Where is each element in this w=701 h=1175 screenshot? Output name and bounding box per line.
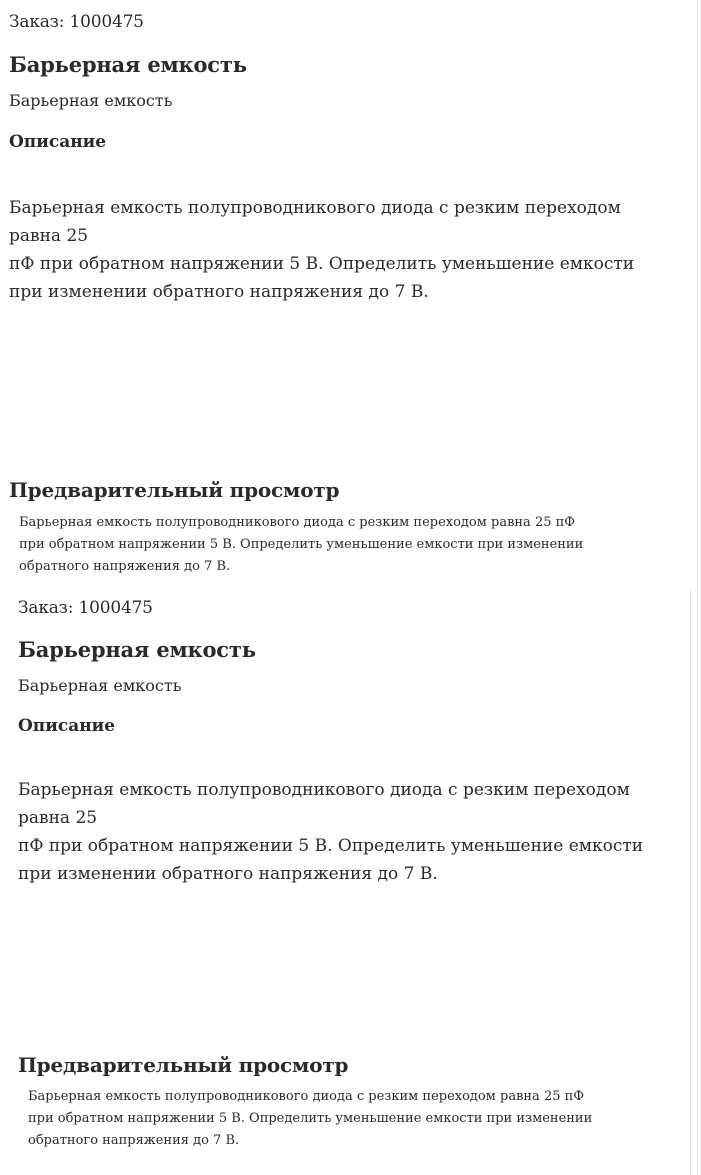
description-line: при изменении обратного напряжения до 7 В.: [18, 864, 438, 884]
description-line: при изменении обратного напряжения до 7 В.: [9, 282, 429, 302]
order-title: Барьерная емкость: [18, 637, 256, 662]
preview-text: [28, 1086, 592, 1152]
preview-line: при обратном напряжении 5 В. Определить уменьшение емкости при изменении: [28, 1111, 593, 1126]
preview-line: обратного напряжения до 7 В.: [28, 1133, 240, 1148]
description-line: Барьерная емкость полупроводникового диода с резким переходом: [18, 780, 630, 800]
description-line: Барьерная емкость полупроводникового диода с резким переходом: [9, 198, 621, 218]
preview-heading: Предварительный просмотр: [9, 478, 340, 502]
order-subtitle: Барьерная емкость: [9, 91, 173, 110]
description-line: пФ при обратном напряжении 5 В. Определить уменьшение емкости: [18, 836, 644, 856]
order-number: Заказ: 1000475: [18, 598, 153, 618]
preview-text: [19, 512, 583, 578]
preview-frame: [18, 590, 691, 1175]
order-number: Заказ: 1000475: [9, 12, 144, 32]
preview-line: обратного напряжения до 7 В.: [19, 559, 231, 574]
preview-line: Барьерная емкость полупроводникового диода с резким переходом равна 25 пФ: [28, 1089, 585, 1104]
description-heading: Описание: [18, 716, 116, 736]
description-text: [18, 776, 688, 888]
preview-line: Барьерная емкость полупроводникового диода с резким переходом равна 25 пФ: [19, 515, 576, 530]
order-title: Барьерная емкость: [9, 52, 247, 77]
description-text: [9, 194, 689, 306]
description-line: пФ при обратном напряжении 5 В. Определить уменьшение емкости: [9, 254, 635, 274]
order-subtitle: Барьерная емкость: [18, 676, 182, 695]
description-line: равна 25: [18, 808, 98, 828]
description-heading: Описание: [9, 132, 107, 152]
preview-heading: Предварительный просмотр: [18, 1053, 349, 1077]
preview-line: при обратном напряжении 5 В. Определить уменьшение емкости при изменении: [19, 537, 584, 552]
description-line: равна 25: [9, 226, 89, 246]
